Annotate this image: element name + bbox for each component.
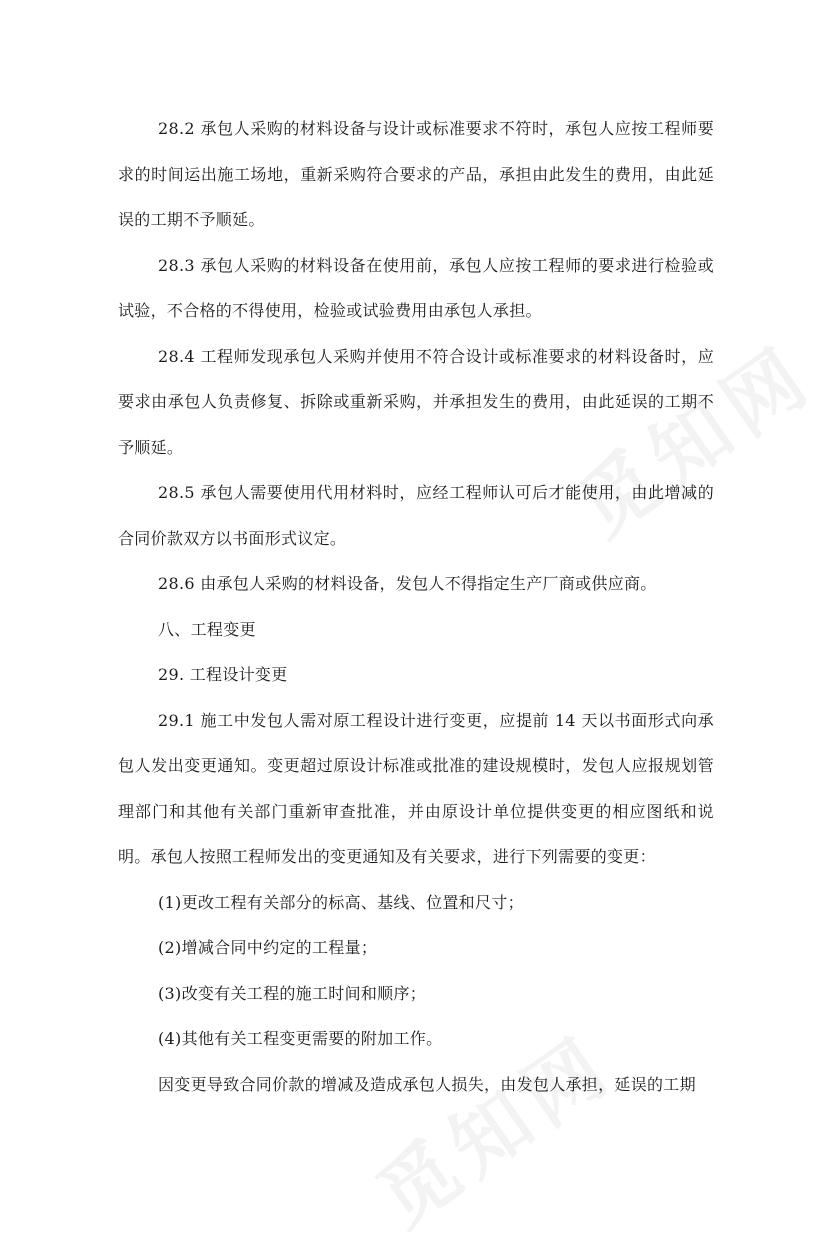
- list-item-1: (1)更改工程有关部分的标高、基线、位置和尺寸；: [158, 892, 524, 912]
- paragraph-29-1: 29.1 施工中发包人需对原工程设计进行变更，应提前 14 天以书面形式向承包人发出变更通知。变更超过原设计标准或批准的建设规模时，发包人应报规划管理部门和其他有关部门重新审查批准，并由原设计单位提供变更的相应图纸和说明。承包人按照工程师发出的变更通知及有关要求，进行下列需要的变更：: [118, 710, 714, 866]
- clause-heading-29: 29. 工程设计变更: [158, 665, 288, 684]
- paragraph-28-5: 28.5 承包人需要使用代用材料时，应经工程师认可后才能使用，由此增减的合同价款双方以书面形式议定。: [118, 483, 714, 548]
- paragraph-28-2: 28.2 承包人采购的材料设备与设计或标准要求不符时，承包人应按工程师要求的时间运出施工场地，重新采购符合要求的产品，承担由此发生的费用，由此延误的工期不予顺延。: [118, 119, 714, 229]
- paragraph-28-3: 28.3 承包人采购的材料设备在使用前，承包人应按工程师的要求进行检验或试验，不合格的不得使用，检验或试验费用由承包人承担。: [118, 255, 714, 320]
- document-body: [118, 106, 714, 1107]
- list-item-3: (3)改变有关工程的施工时间和顺序；: [158, 983, 427, 1003]
- list-item-2: (2)增减合同中约定的工程量；: [158, 938, 378, 957]
- paragraph-28-6: 28.6 由承包人采购的材料设备，发包人不得指定生产厂商或供应商。: [158, 574, 657, 593]
- paragraph-continuation: 因变更导致合同价款的增减及造成承包人损失，由发包人承担，延误的工期: [158, 1074, 696, 1094]
- paragraph-28-4: 28.4 工程师发现承包人采购并使用不符合设计或标准要求的材料设备时，应要求由承包人负责修复、拆除或重新采购，并承担发生的费用，由此延误的工期不予顺延。: [118, 346, 714, 457]
- section-heading-8: 八、工程变更: [158, 619, 256, 639]
- list-item-4: (4)其他有关工程变更需要的附加工作。: [158, 1029, 443, 1048]
